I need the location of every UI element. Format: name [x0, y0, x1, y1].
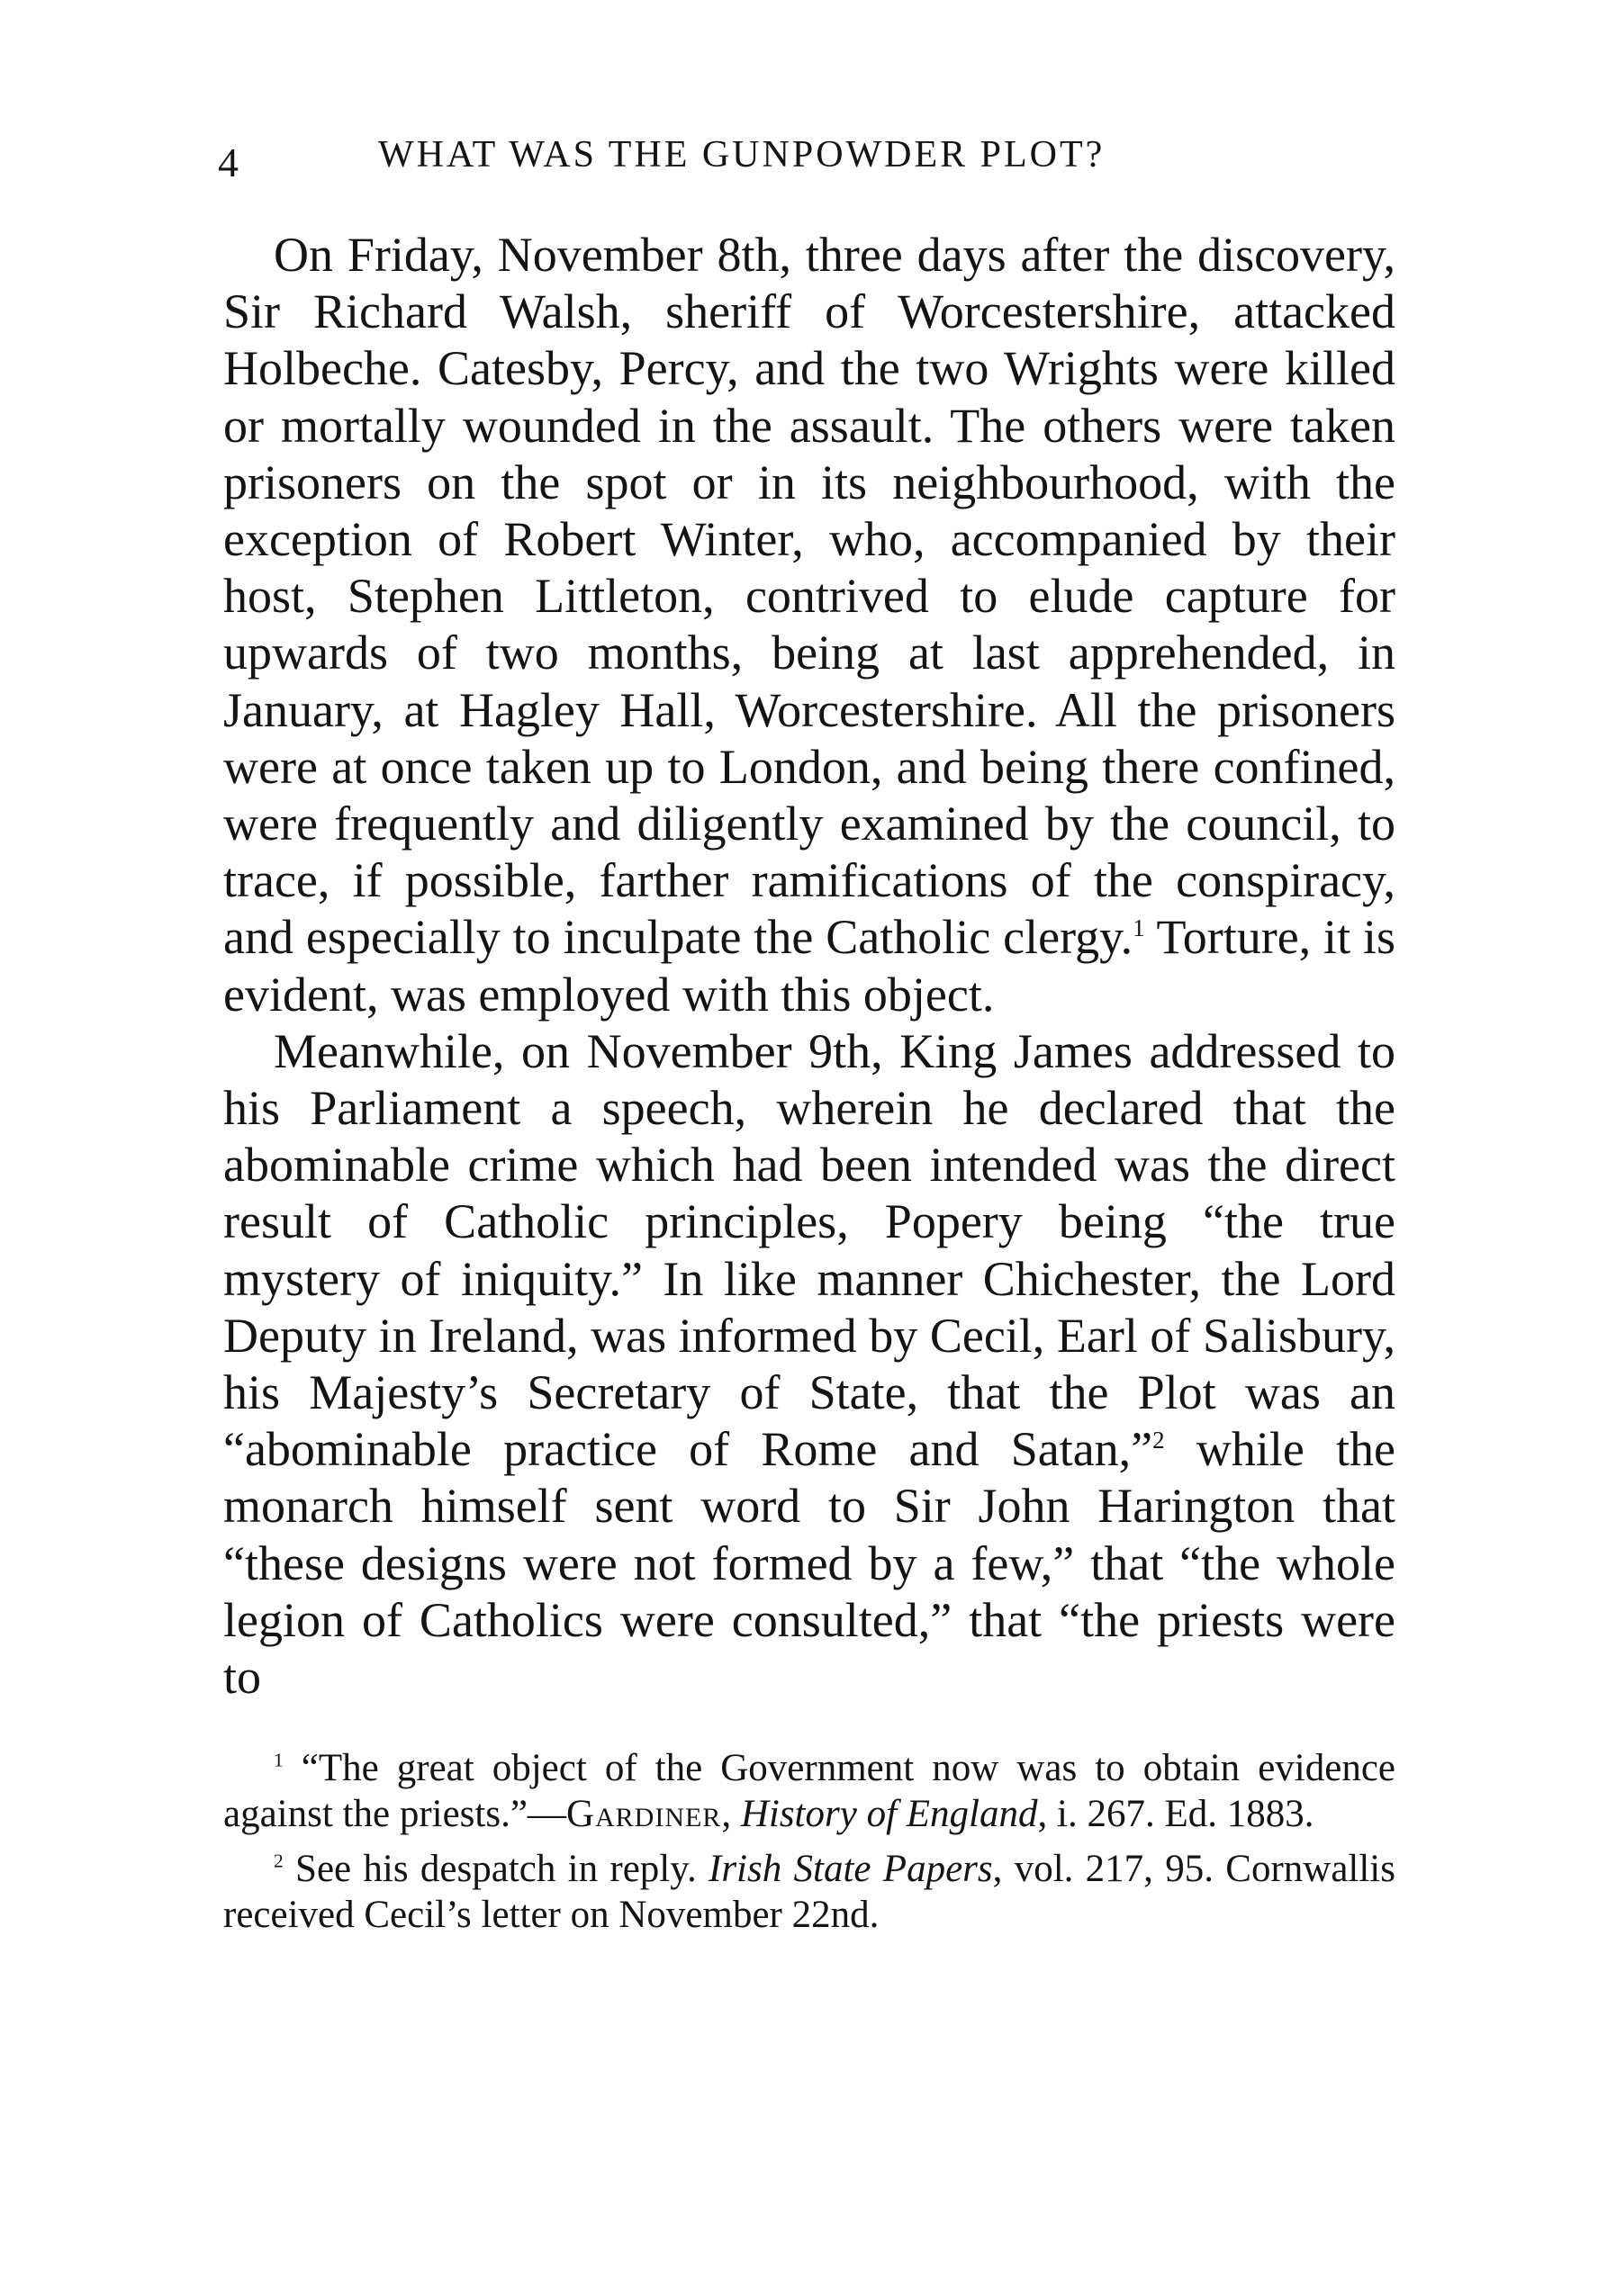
footnote-ref-2: 2 [1152, 1427, 1165, 1454]
paragraph-1-text-b: Torture, it is evident, was employed with this object. [223, 910, 1395, 1022]
page-number: 4 [218, 140, 239, 185]
footnote-2-text-a: See his despatch in reply. [283, 1848, 709, 1891]
footnotes [223, 1745, 1395, 1938]
paragraph-1 [223, 227, 1395, 1023]
footnote-1-work: History of England [740, 1793, 1038, 1836]
running-header [218, 117, 1395, 189]
paragraph-2-text-b: while the monarch himself sent word to Sir John Harington that “these designs were not formed by a few,” that “the whole legion of Catholics were consulted,” that “the priests were to [223, 1422, 1395, 1705]
footnote-2 [223, 1846, 1395, 1938]
footnote-ref-1: 1 [1133, 914, 1145, 942]
main-text [223, 227, 1395, 1706]
footnote-2-marker: 2 [274, 1850, 284, 1872]
footnote-1-marker: 1 [274, 1749, 284, 1771]
footnote-1-author: Gardiner [565, 1793, 722, 1836]
running-title: WHAT WAS THE GUNPOWDER PLOT? [378, 134, 1106, 176]
footnote-1-sep: , [721, 1793, 741, 1836]
footnote-2-work: Irish State Papers [709, 1848, 993, 1891]
footnote-2-text-b: , vol. 217, 95. Cornwallis received Cecil’s letter on November 22nd. [223, 1848, 1395, 1937]
footnote-1-text-a: “The great object of the Government now was to obtain evidence against the priests.”— [223, 1747, 1395, 1836]
footnote-1-text-b: , i. 267. Ed. 1883. [1037, 1793, 1314, 1836]
paragraph-2 [223, 1023, 1395, 1706]
footnote-1 [223, 1745, 1395, 1837]
book-page [218, 117, 1395, 1947]
paragraph-2-text-a: Meanwhile, on November 9th, King James addressed to his Parliament a speech, wherein he declared that the abominable crime which had been intended was the direct result of Catholic principles, Popery being “the true mystery of iniquity.” In like manner Chichester, the Lord Deputy in Ireland, was informed by Cecil, Earl of Salisbury, his Majesty’s Secretary of State, that the Plot was an “abominable practice of Rome and Satan,” [223, 1023, 1395, 1477]
paragraph-1-text-a: On Friday, November 8th, three days after the discovery, Sir Richard Walsh, sheriff of Worcestershire, attacked Holbeche. Catesby, Percy, and the two Wrights were killed or mortally wounded in the assault. The others were taken prisoners on the spot or in its neighbourhood, with the exception of Robert Winter, who, accompanied by their host, Stephen Littleton, contrived to elude capture for upwards of two months, being at last apprehended, in January, at Hagley Hall, Worcestershire. All the prisoners were at once taken up to London, and being there confined, were frequently and diligently examined by the council, to trace, if possible, farther ramifications of the conspiracy, and especially to inculpate the Catholic clergy. [223, 228, 1395, 965]
